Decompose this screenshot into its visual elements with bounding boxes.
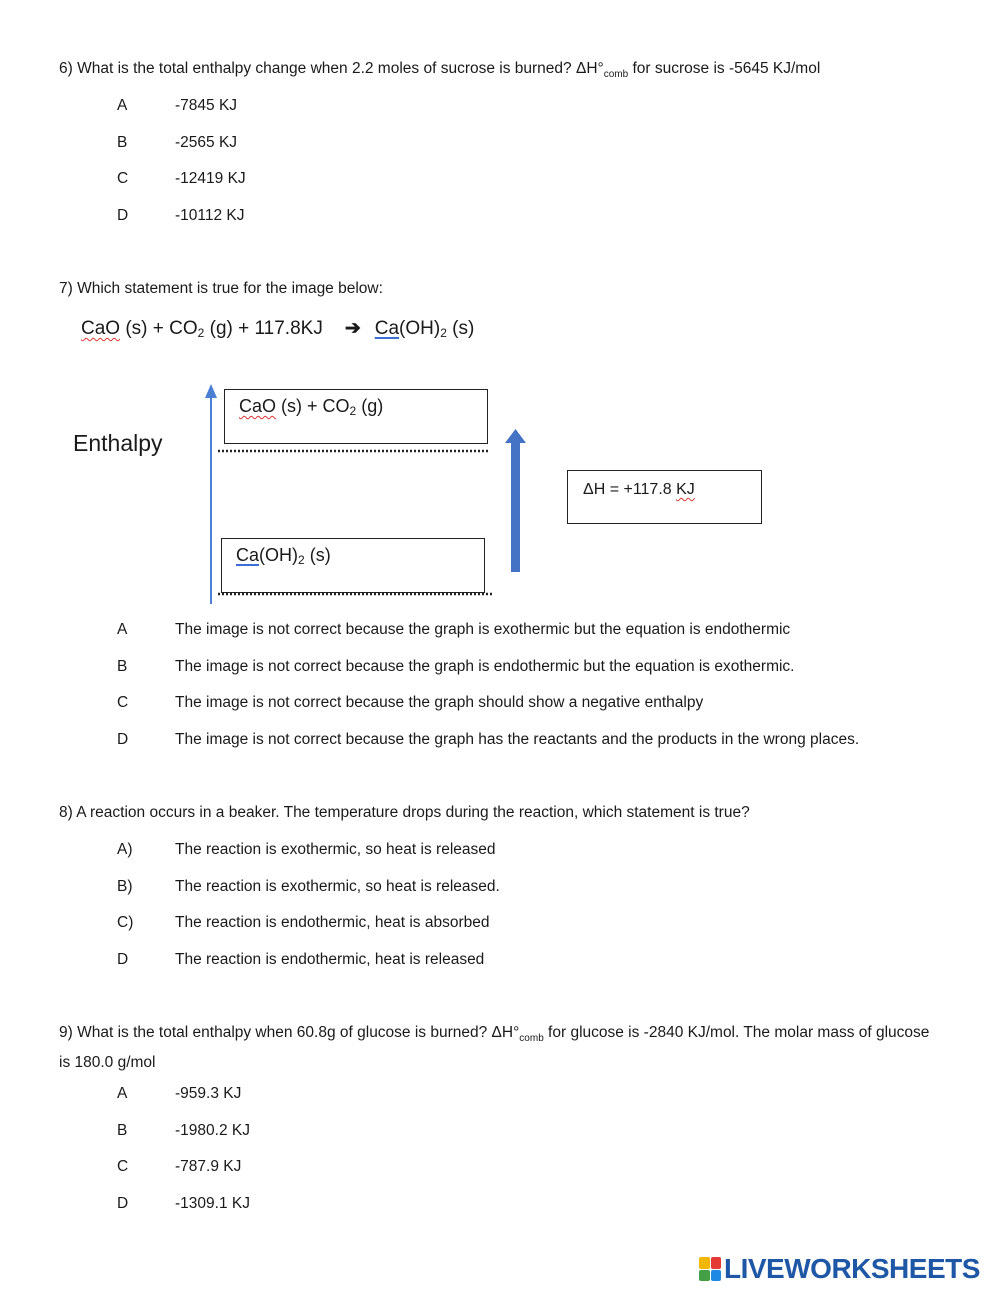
liveworksheets-logo[interactable] — [699, 1254, 980, 1284]
question-8: 8) A reaction occurs in a beaker. The temperature drops during the reaction, which statement is true? — [59, 804, 750, 821]
question-6: 6) What is the total enthalpy change when 2.2 moles of sucrose is burned? $\Delta H^\circ_{comb}$ for sucrose is -5645 KJ/mol — [59, 60, 821, 80]
reaction-arrow-icon: ➔ — [344, 318, 361, 339]
enthalpy-diagram — [0, 0, 1000, 620]
question-7: 7) Which statement is true for the image below: — [59, 280, 383, 297]
logo-wordmark: LIVEWORKSHEETS — [724, 1253, 980, 1284]
reaction-equation: CaO $(s) + CO_2$ (g) + 117.8KJ ➔ $Ca(OH)_2$ (s) — [81, 318, 475, 340]
logo-mark-icon — [699, 1257, 721, 1281]
up-arrow-shaft — [511, 441, 520, 572]
delta-h-box: ΔH = +117.8 KJ — [567, 470, 762, 524]
products-box: $Ca(OH)_2$ (s) — [221, 538, 485, 593]
up-arrow-icon — [505, 429, 526, 443]
enthalpy-axis-arrowhead-icon — [205, 384, 217, 398]
enthalpy-axis-label: Enthalpy — [73, 430, 163, 456]
reactants-box: CaO $(s) + CO_2$ (g) — [224, 389, 488, 444]
question-9: 9) What is the total enthalpy when 60.8g of glucose is burned? $\Delta H^\circ_{comb}$ for glucose is -2840 KJ/mol. The molar mass of glucose is 180.0 g/mol — [59, 1024, 930, 1071]
